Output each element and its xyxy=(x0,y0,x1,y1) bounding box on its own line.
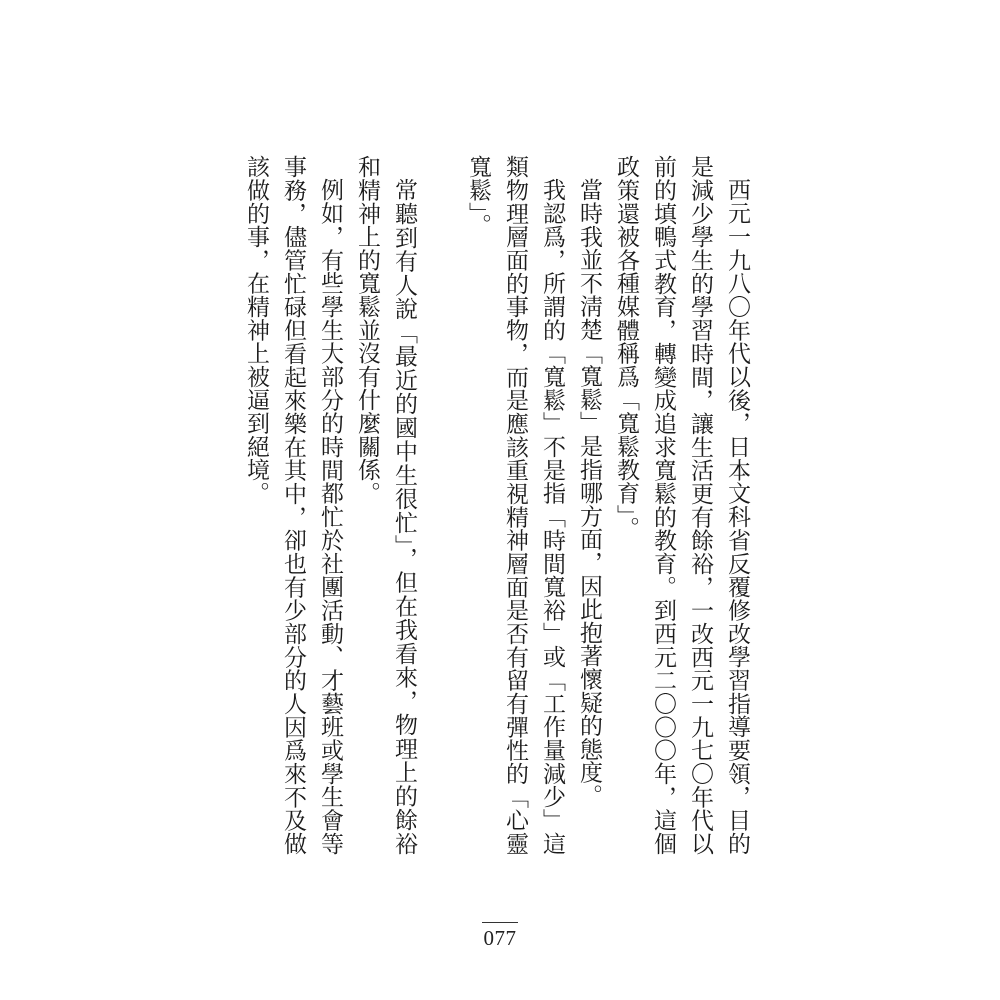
vertical-text-body xyxy=(237,155,755,855)
paragraph-3: 我認爲，所謂的「寬鬆」不是指「時間寬裕」或「工作量減少」這類物理層面的事物，而是應該重視精神層面是否有留有彈性的「心靈寬鬆」。 xyxy=(465,155,565,855)
paragraph-4: 常聽到有人說「最近的國中生很忙」，但在我看來，物理上的餘裕和精神上的寬鬆並沒有什麼關係。 xyxy=(354,155,417,855)
page-number: 077 xyxy=(483,926,517,950)
paragraph-5: 例如，有些學生大部分的時間都忙於社團活動、才藝班或學生會等事務，儘管忙碌但看起來樂在其中，卻也有少部分的人因爲來不及做該做的事，在精神上被逼到絕境。 xyxy=(243,155,343,855)
page-number-rule xyxy=(482,922,518,923)
paragraph-2: 當時我並不淸楚「寬鬆」是指哪方面，因此抱著懷疑的態度。 xyxy=(576,178,602,808)
paragraph-1: 西元一九八〇年代以後，日本文科省反覆修改學習指導要領，目的是減少學生的學習時間，讓生活更有餘裕，一改西元一九七〇年代以前的填鴨式教育，轉變成追求寬鬆的教育。到西元二〇〇〇年，這個政策還被各種媒體稱爲「寬鬆教育」。 xyxy=(613,155,750,855)
